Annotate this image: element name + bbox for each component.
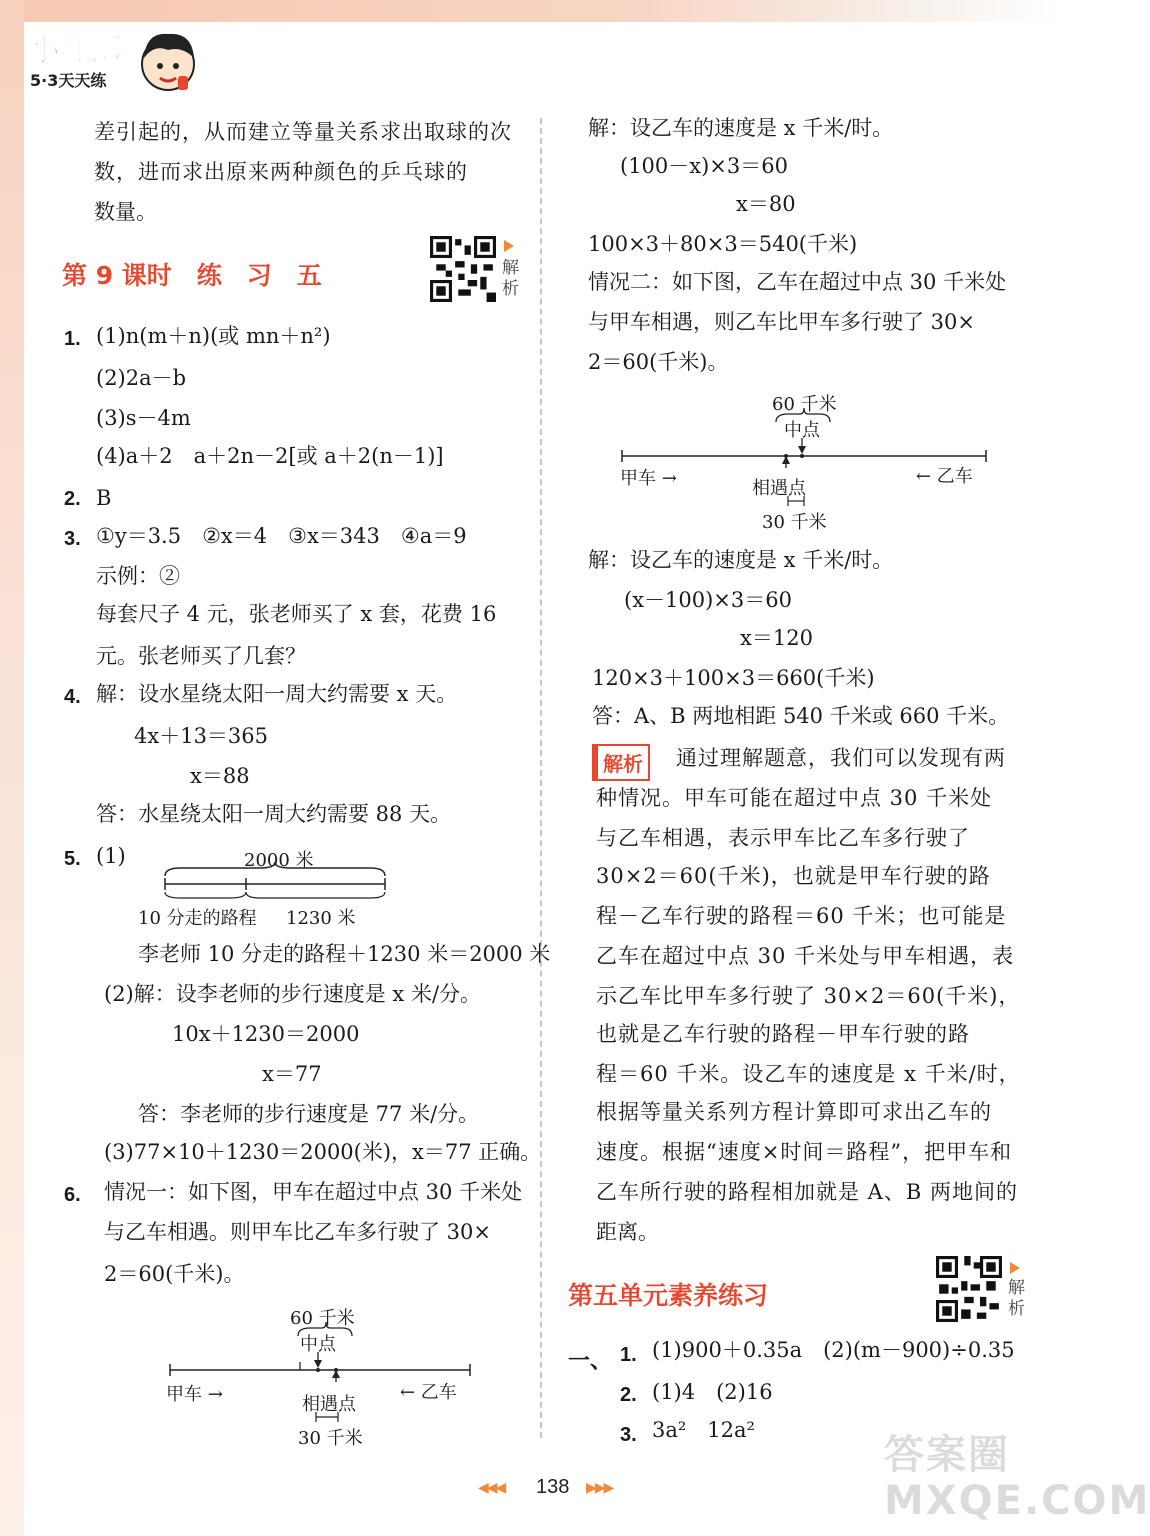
analysis-line-9: 程＝60 千米。设乙车的速度是 x 千米/时，	[596, 1062, 1021, 1086]
q3-line1: ①y＝3.5 ②x＝4 ③x＝343 ④a＝9	[96, 524, 467, 548]
r-diagram-mid-label: 中点	[784, 420, 820, 441]
r-label-meet: 相遇点	[752, 478, 806, 499]
logo-sub-text: 5·3天天练	[30, 71, 107, 90]
q2-answer: B	[96, 486, 112, 510]
section-title-unit5: 第五单元素养练习	[568, 1281, 769, 1310]
analysis-line-8: 也就是乙车行驶的路程－甲车行驶的路	[596, 1022, 970, 1046]
q5-line5: 答：李老师的步行速度是 77 米/分。	[138, 1102, 480, 1126]
r-line12: 答：A、B 两地相距 540 千米或 660 千米。	[592, 704, 1010, 728]
r-label-yi: ← 乙车	[916, 466, 973, 487]
q1-part3: (3)s－4m	[96, 406, 191, 430]
q5-part1: (1)	[96, 844, 126, 868]
q2-number: 2.	[64, 488, 81, 510]
q3-line3: 每套尺子 4 元，张老师买了 x 套，花费 16	[96, 602, 497, 626]
play-icon-2	[1010, 1262, 1020, 1274]
s2-q2-number: 2.	[620, 1384, 637, 1406]
q6-brace-bottom	[314, 1412, 340, 1422]
s2-q2-answer: (1)4 (2)16	[652, 1380, 773, 1404]
q6-number: 6.	[64, 1184, 81, 1206]
r-line4: 100×3＋80×3＝540(千米)	[588, 232, 858, 256]
play-icon	[504, 240, 514, 252]
r-brace-bottom	[786, 496, 806, 506]
s2-part-label: 一、	[568, 1348, 613, 1374]
q1-number: 1.	[64, 328, 81, 350]
analysis-line-11: 速度。根据“速度×时间＝路程”，把甲车和	[596, 1140, 1013, 1164]
q4-line4: 答：水星绕太阳一周大约需要 88 天。	[96, 802, 452, 826]
q5-line4: x＝77	[262, 1062, 322, 1086]
qr-label: 解析	[502, 258, 519, 299]
r-line7: 2＝60(千米)。	[588, 350, 729, 374]
q6-label-jia: 甲车 →	[166, 1384, 223, 1405]
analysis-badge: 解析	[592, 744, 650, 781]
r-diagram-bottom-label: 30 千米	[762, 512, 827, 533]
intro-line-3: 数量。	[94, 200, 157, 224]
q4-line1: 解：设水星绕太阳一周大约需要 x 天。	[96, 682, 458, 706]
s2-q1-number: 1.	[620, 1344, 637, 1366]
analysis-line-5: 程－乙车行驶的路程＝60 千米；也可能是	[596, 904, 1007, 928]
q1-part4: (4)a＋2 a＋2n－2[或 a＋2(n－1)]	[96, 444, 444, 468]
watermark-text: 答案圈 MXQE.COM	[884, 1432, 1150, 1524]
q5-number: 5.	[64, 848, 81, 870]
q6-line3: 2＝60(千米)。	[104, 1262, 245, 1286]
prev-arrows-icon: ◀◀◀	[478, 1480, 505, 1496]
s2-q1-answer: (1)900＋0.35a (2)(m－900)÷0.35	[652, 1338, 1015, 1362]
top-band	[0, 0, 1060, 22]
q3-line2: 示例：②	[96, 564, 180, 588]
q5-line2: (2)解：设李老师的步行速度是 x 米/分。	[104, 982, 482, 1006]
q6-line2: 与乙车相遇。则甲车比乙车多行驶了 30×	[104, 1220, 491, 1244]
analysis-line-13: 距离。	[596, 1220, 659, 1244]
watermark	[880, 1432, 1150, 1532]
intro-line-2: 数，进而求出原来两种颜色的乒乓球的	[94, 160, 468, 184]
r-line1: 解：设乙车的速度是 x 千米/时。	[588, 116, 894, 140]
analysis-line-1: 通过理解题意，我们可以发现有两	[676, 746, 1006, 770]
r-line6: 与甲车相遇，则乙车比甲车多行驶了 30×	[588, 310, 975, 334]
r-line8: 解：设乙车的速度是 x 千米/时。	[588, 548, 894, 572]
s2-q3-answer: 3a² 12a²	[652, 1418, 755, 1442]
q5-diagram-left: 10 分走的路程	[138, 908, 257, 929]
q6-line1: 情况一：如下图，甲车在超过中点 30 千米处	[104, 1180, 523, 1204]
r-line2: (100－x)×3＝60	[620, 154, 788, 178]
q6-label-yi: ← 乙车	[400, 1382, 457, 1403]
logo-main-text: 小儿郎	[28, 30, 122, 68]
q3-line4: 元。张老师买了几套？	[96, 644, 306, 668]
r-diagram-top-label: 60 千米	[772, 394, 837, 415]
q5-line-diagram	[160, 862, 390, 902]
s2-q3-number: 3.	[620, 1424, 637, 1446]
q6-diagram-bottom-label: 30 千米	[298, 1428, 363, 1449]
qr-code-icon[interactable]	[430, 236, 496, 302]
q6-label-meet: 相遇点	[302, 1394, 356, 1415]
r-line3: x＝80	[736, 192, 796, 216]
analysis-line-4: 30×2＝60(千米)，也就是甲车行驶的路	[596, 864, 991, 888]
analysis-line-7: 示乙车比甲车多行驶了 30×2＝60(千米)，	[596, 984, 1021, 1008]
analysis-line-10: 根据等量关系列方程计算即可求出乙车的	[596, 1100, 992, 1124]
qr-label-2: 解析	[1008, 1278, 1025, 1319]
r-label-jia: 甲车 →	[620, 468, 677, 489]
q4-line2: 4x＋13＝365	[134, 724, 269, 748]
column-divider	[540, 118, 542, 1438]
q5-line3: 10x＋1230＝2000	[172, 1022, 360, 1046]
q4-number: 4.	[64, 686, 81, 708]
r-line11: 120×3＋100×3＝660(千米)	[592, 666, 875, 690]
analysis-line-6: 乙车在超过中点 30 千米处与甲车相遇，表	[596, 944, 1015, 968]
analysis-line-3: 与乙车相遇，表示甲车比乙车多行驶了	[596, 826, 970, 850]
intro-line-1: 差引起的，从而建立等量关系求出取球的次	[94, 120, 512, 144]
q1-part2: (2)2a－b	[96, 366, 187, 390]
q5-diagram-right: 1230 米	[286, 908, 356, 929]
r-line10: x＝120	[740, 626, 813, 650]
next-arrows-icon: ▶▶▶	[586, 1480, 613, 1496]
r-line5: 情况二：如下图，乙车在超过中点 30 千米处	[588, 270, 1007, 294]
q6-diagram-mid-label: 中点	[300, 1334, 336, 1355]
analysis-line-2: 种情况。甲车可能在超过中点 30 千米处	[596, 786, 993, 810]
r-line9: (x－100)×3＝60	[624, 588, 792, 612]
q5-line6: (3)77×10＋1230＝2000(米)，x＝77 正确。	[104, 1140, 542, 1164]
qr-code-icon-2[interactable]	[936, 1256, 1002, 1322]
q6-diagram-top-label: 60 千米	[290, 1308, 355, 1329]
q5-diagram-total: 2000 米	[244, 850, 314, 871]
q3-number: 3.	[64, 528, 81, 550]
section-title-lesson9: 第 9 课时 练 习 五	[62, 261, 322, 290]
mascot-icon	[138, 24, 200, 100]
page-edge-strip	[0, 0, 24, 1536]
page-number: 138	[536, 1476, 570, 1498]
q1-part1: (1)n(m＋n)(或 mn＋n²)	[96, 324, 331, 348]
q5-line1: 李老师 10 分走的路程＋1230 米＝2000 米	[138, 942, 551, 966]
brand-logo	[28, 24, 208, 104]
q4-line3: x＝88	[190, 764, 250, 788]
analysis-line-12: 乙车所行驶的路程相加就是 A、B 两地间的	[596, 1180, 1018, 1204]
